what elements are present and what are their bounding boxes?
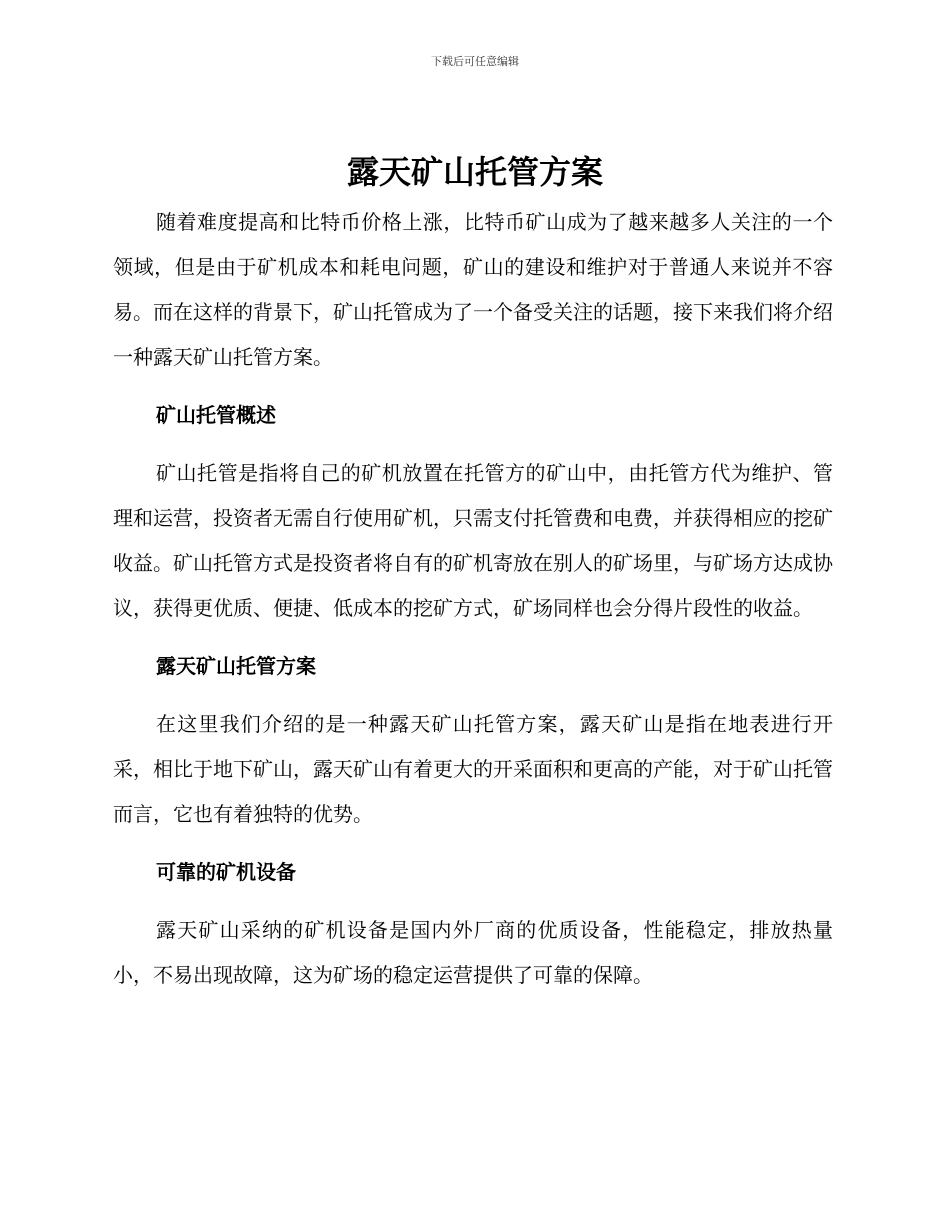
section-heading-overview: 矿山托管概述 <box>156 403 276 427</box>
spacer <box>113 631 833 644</box>
section-paragraph-overview: 矿山托管是指将自己的矿机放置在托管方的矿山中，由托管方代为维护、管理和运营，投资者无需自行使用矿机，只需支付托管费和电费，并获得相应的挖矿收益。矿山托管方式是投资者将自有的矿机寄放在别人的矿场里，与矿场方达成协议，获得更优质、便捷、低成本的挖矿方式，矿场同样也会分得片段性的收益。 <box>113 461 833 620</box>
document-title: 露天矿山托管方案 <box>346 153 603 191</box>
section-heading-open-pit-plan: 露天矿山托管方案 <box>156 654 316 678</box>
section-heading-reliable-equipment: 可靠的矿机设备 <box>156 860 296 884</box>
spacer <box>113 895 833 908</box>
section-paragraph-reliable-equipment: 露天矿山采纳的矿机设备是国内外厂商的优质设备，性能稳定，排放热量小，不易出现故障，这为矿场的稳定运营提供了可靠的保障。 <box>113 918 833 987</box>
spacer <box>113 837 833 850</box>
spacer <box>113 438 833 451</box>
section-paragraph-open-pit-plan: 在这里我们介绍的是一种露天矿山托管方案，露天矿山是指在地表进行开采，相比于地下矿山，露天矿山有着更大的开采面积和更高的产能，对于矿山托管而言，它也有着独特的优势。 <box>113 712 833 826</box>
document-body <box>113 200 833 998</box>
header-note: 下载后可任意编辑 <box>431 55 519 68</box>
spacer <box>113 689 833 702</box>
spacer <box>113 380 833 393</box>
intro-paragraph: 随着难度提高和比特币价格上涨，比特币矿山成为了越来越多人关注的一个领域，但是由于矿机成本和耗电问题，矿山的建设和维护对于普通人来说并不容易。而在这样的背景下，矿山托管成为了一个备受关注的话题，接下来我们将介绍一种露天矿山托管方案。 <box>113 210 833 369</box>
